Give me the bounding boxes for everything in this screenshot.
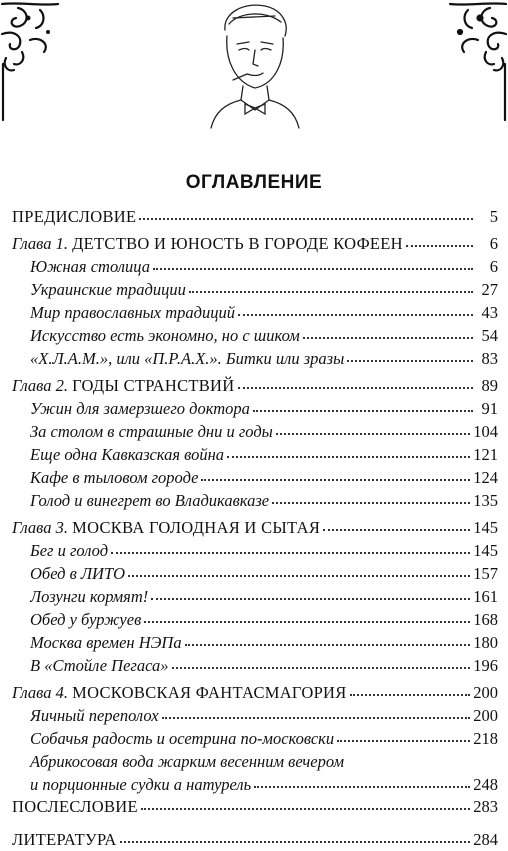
toc-entry[interactable] (0, 421, 508, 443)
dot-leader (303, 337, 473, 339)
subsection-title: Искусство есть экономно, но с шиком (30, 326, 300, 345)
subsection-title: Лозунги кормят! (30, 587, 149, 606)
toc-entry[interactable] (0, 540, 508, 562)
dot-leader (162, 717, 471, 719)
dot-leader (201, 479, 470, 481)
dot-leader (128, 575, 470, 577)
subsection-title: Москва времен НЭПа (30, 633, 182, 652)
toc-entry[interactable] (0, 682, 508, 704)
dot-leader (120, 841, 471, 843)
chapter-prefix: Глава 3. (12, 518, 73, 537)
toc-entry[interactable] (0, 796, 508, 818)
toc-entry[interactable] (0, 398, 508, 420)
subsection-title: Собачья радость и осетрина по-московски (30, 729, 335, 748)
toc-entry-label (30, 774, 251, 796)
subsection-title: Мир православных традиций (30, 303, 236, 322)
toc-entry[interactable] (0, 279, 508, 301)
section-title: ДЕТСТВО И ЮНОСТЬ В ГОРОДЕ КОФЕЕН (72, 234, 403, 253)
author-portrait-sketch (205, 0, 305, 135)
subsection-title: Яичный переполох (30, 706, 159, 725)
page-number: 83 (481, 349, 498, 368)
dot-leader (238, 387, 474, 389)
page-number: 145 (473, 518, 498, 537)
dot-leader (323, 529, 470, 531)
corner-flourish-left (0, 0, 80, 125)
toc-entry-label (30, 348, 344, 370)
dot-leader (238, 314, 473, 316)
subsection-title: Кафе в тыловом городе (30, 468, 199, 487)
toc-entry-label (30, 540, 108, 562)
page-number: 218 (473, 729, 498, 748)
dot-leader (406, 245, 473, 247)
dot-leader (172, 667, 471, 669)
page-number: 161 (473, 587, 498, 606)
toc-entry[interactable] (0, 256, 508, 278)
dot-leader (185, 644, 471, 646)
section-title: ГОДЫ СТРАНСТВИЙ (72, 376, 235, 395)
toc-entry-label (30, 705, 159, 727)
page-number: 145 (473, 541, 498, 560)
subsection-title: Обед у буржуев (30, 610, 142, 629)
section-title: ПРЕДИСЛОВИЕ (12, 207, 137, 226)
toc-entry[interactable] (0, 490, 508, 512)
section-title: ПОСЛЕСЛОВИЕ (12, 797, 138, 816)
toc-entry[interactable] (0, 444, 508, 466)
page-title: ОГЛАВЛЕНИЕ (185, 172, 323, 193)
dot-leader (254, 786, 470, 788)
toc-entry[interactable] (0, 705, 508, 727)
toc-entry[interactable] (0, 375, 508, 397)
toc-entry-label (30, 609, 141, 631)
dot-leader (276, 433, 470, 435)
toc-entry[interactable] (0, 206, 508, 228)
page-number: 89 (481, 376, 498, 395)
toc-entry[interactable] (0, 655, 508, 677)
dot-leader (151, 598, 470, 600)
page-number: 124 (473, 468, 498, 487)
toc-entry[interactable] (0, 563, 508, 585)
dot-leader (337, 740, 470, 742)
subsection-title: «Х.Л.А.М.», или «П.Р.А.Х.». Битки или зразы (30, 349, 345, 368)
toc-entry-label (30, 325, 300, 347)
toc-entry[interactable] (0, 632, 508, 654)
page-number: 54 (481, 326, 498, 345)
dot-leader (139, 218, 473, 220)
chapter-prefix: Глава 4. (12, 683, 73, 702)
subsection-title: Голод и винегрет во Владикавказе (30, 491, 270, 510)
dot-leader (227, 456, 470, 458)
page-number: 121 (473, 445, 498, 464)
chapter-prefix: Глава 1. (12, 234, 73, 253)
dot-leader (111, 552, 470, 554)
page-number: 196 (473, 656, 498, 675)
section-title: МОСКВА ГОЛОДНАЯ И СЫТАЯ (72, 518, 321, 537)
dot-leader (347, 360, 473, 362)
toc-entry[interactable] (0, 302, 508, 324)
page-number: 248 (473, 775, 498, 794)
toc-entry-label (30, 490, 269, 512)
chapter-prefix: Глава 2. (12, 376, 73, 395)
toc-entry-label (12, 375, 235, 397)
page-number: 180 (473, 633, 498, 652)
toc-entry-label (12, 206, 136, 228)
page-number: 168 (473, 610, 498, 629)
toc-entry[interactable] (0, 467, 508, 489)
toc-entry-label (30, 655, 169, 677)
dot-leader (272, 502, 470, 504)
toc-entry-label (12, 682, 347, 704)
dot-leader (253, 410, 473, 412)
page-number: 283 (473, 797, 498, 816)
subsection-title: и порционные судки а натурель (30, 775, 252, 794)
page-number: 284 (473, 830, 498, 849)
page-number: 6 (489, 234, 498, 253)
dot-leader (144, 621, 470, 623)
subsection-title: Еще одна Кавказская война (30, 445, 225, 464)
toc-entry-label (30, 279, 186, 301)
page-number: 135 (473, 491, 498, 510)
page-number: 200 (473, 706, 498, 725)
page-number: 200 (473, 683, 498, 702)
dot-leader (189, 291, 473, 293)
page-number: 27 (481, 280, 498, 299)
subsection-title: Бег и голод (30, 541, 109, 560)
section-title: МОСКОВСКАЯ ФАНТАСМАГОРИЯ (72, 683, 347, 702)
toc-entry-label (12, 517, 320, 539)
toc-entry-label (30, 398, 250, 420)
toc-entry-label (30, 586, 148, 608)
toc-entry-label (30, 256, 150, 278)
subsection-title: Ужин для замерзшего доктора (30, 399, 250, 418)
toc-entry-label (30, 632, 182, 654)
page-number: 5 (489, 207, 498, 226)
subsection-title: Украинские традиции (30, 280, 186, 299)
toc-entry[interactable] (0, 348, 508, 370)
section-title: ЛИТЕРАТУРА (12, 830, 117, 849)
toc-entry[interactable] (0, 586, 508, 608)
subsection-title: Южная столица (30, 257, 150, 276)
toc-entry[interactable] (0, 774, 508, 796)
toc-entry[interactable] (0, 325, 508, 347)
toc-entry-label (30, 421, 273, 443)
page-number: 157 (473, 564, 498, 583)
toc-entry-label (12, 233, 403, 255)
page-number: 104 (473, 422, 498, 441)
toc-entry[interactable] (0, 829, 508, 851)
dot-leader (141, 808, 470, 810)
dot-leader (350, 694, 471, 696)
toc-entry-label (30, 563, 125, 585)
subsection-title: За столом в страшные дни и годы (30, 422, 273, 441)
page-number: 43 (481, 303, 498, 322)
subsection-title: В «Стойле Пегаса» (30, 656, 169, 675)
toc-entry[interactable] (0, 609, 508, 631)
toc-entry-label (30, 444, 224, 466)
toc-entry-line1: Абрикосовая вода жарким весенним вечером (30, 752, 345, 771)
toc-entry-label (30, 728, 334, 750)
dot-leader (153, 268, 473, 270)
toc-entry-label (30, 302, 235, 324)
subsection-title: Обед в ЛИТО (30, 564, 126, 583)
corner-flourish-right (428, 0, 508, 125)
toc-entry[interactable] (0, 233, 508, 255)
toc-entry-label (30, 467, 198, 489)
page-number: 91 (481, 399, 498, 418)
page-number: 6 (489, 257, 498, 276)
toc-entry-label (12, 796, 138, 818)
toc-entry[interactable] (0, 517, 508, 539)
toc-entry[interactable] (0, 728, 508, 750)
toc-entry-label (12, 829, 117, 851)
